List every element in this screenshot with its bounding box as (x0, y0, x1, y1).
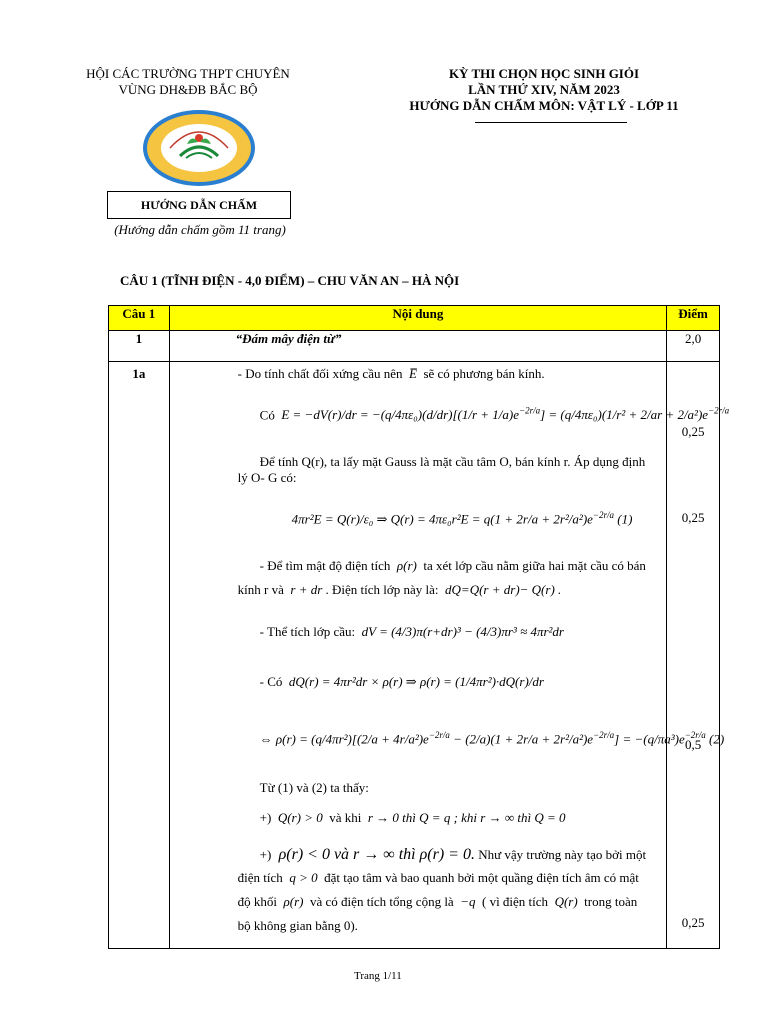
header-underline (475, 122, 627, 123)
section-title: CÂU 1 (TĨNH ĐIỆN - 4,0 ĐIỂM) – CHU VĂN AN – HÀ NỘI (120, 273, 460, 288)
organization-header (40, 66, 336, 98)
header-content: Nội dung (169, 306, 667, 331)
score-cell: 0,25 (681, 424, 705, 439)
guide-label-box: HƯỚNG DẪN CHẤM (107, 191, 291, 219)
row-number: 1 (109, 331, 170, 362)
organization-line-1: HỘI CÁC TRƯỜNG THPT CHUYÊN (86, 66, 290, 81)
row-scores (667, 362, 720, 949)
header-question: Câu 1 (109, 306, 170, 331)
row-content: - Do tính chất đối xứng cầu nên E̅ sẽ có phương bán kính. Có $E = -dV(r)/dr = -(q/4\pi\varepsilon_0)(d/dr)[(1/r + 1/a)e^{-2r/a}] = (q/4\pi\varepsilon_0)(1/r^2 + 2/ar + 2/a^2)e^{-2r/a}$ Để tính Q(r), ta lấy mặt Gauss là mặt cầu tâm O, bán kính r. Áp dụng định lý O- G có: 4πr²E = Q(r)/ε₀ ⇒ $Q(r) = 4\pi\varepsilon_0r^2E = q(1 + 2r/a + 2r^2/a^2)e^{-2r/a}$ (1) - Để tìm mật độ điện tích ρ(r) ta xét lớp cầu nằm giữa hai mặt cầu có bán kính r và r + dr . Điện tích lớp này là: dQ=Q(r + dr)− Q(r) . - Thể tích lớp cầu: dV = (4/3)π(r+dr)³ − (4/3)πr³ ≈ 4πr²dr - Có dQ(r) = 4πr²dr × ρ(r) ⇒ ρ(r) = (1/4πr²)·dQ(r)/dr ⇔ $\rho(r) = (q/4\pi r^2)[(2/a + 4r/a^2)e^{-2r/a} - (2/a)(1 + 2r/a + 2r^2/a^2)e^{-2r/a}] = -(q/\pi a^3)e^{-2r/a}$ (2) Từ (1) và (2) ta thấy: +) Q(r) > 0 và khi r → 0 thì Q = q ; khi r → ∞ thì Q = 0 +) ρ(r) < 0 và r → ∞ thì ρ(r) = 0. Như vậy trường này tạo bởi một điện tích q > 0 đặt tạo tâm và bao quanh bởi một quầng điện tích âm có mật độ khối ρ(r) và có điện tích tổng cộng là −q ( vì điện tích Q(r) trong toàn bộ không gian bằng 0). (169, 362, 667, 949)
score-cell: 0,5 (685, 737, 702, 752)
score-cell: 0,25 (681, 915, 705, 930)
table-row (109, 331, 720, 362)
organization-line-2: VÙNG DH&ĐB BẮC BỘ (118, 82, 258, 97)
page-footer: Trang 1/11 (354, 970, 402, 982)
score-cell: 0,25 (681, 510, 705, 525)
exam-edition: LẦN THỨ XIV, NĂM 2023 (468, 82, 620, 97)
school-association-logo (140, 108, 258, 188)
guide-page-note: (Hướng dẫn chấm gồm 11 trang) (114, 222, 286, 237)
table-header-row (109, 306, 720, 331)
exam-header (370, 66, 718, 114)
row-title: “Đám mây điện từ” (169, 331, 667, 362)
row-score: 2,0 (667, 331, 720, 362)
header-score: Điểm (667, 306, 720, 331)
grading-table (108, 305, 730, 949)
row-number: 1a (109, 362, 170, 949)
table-row (109, 362, 720, 949)
exam-title: KỲ THI CHỌN HỌC SINH GIỎI (448, 66, 640, 81)
exam-subject: HƯỚNG DẪN CHẤM MÔN: VẬT LÝ - LỚP 11 (409, 98, 679, 113)
